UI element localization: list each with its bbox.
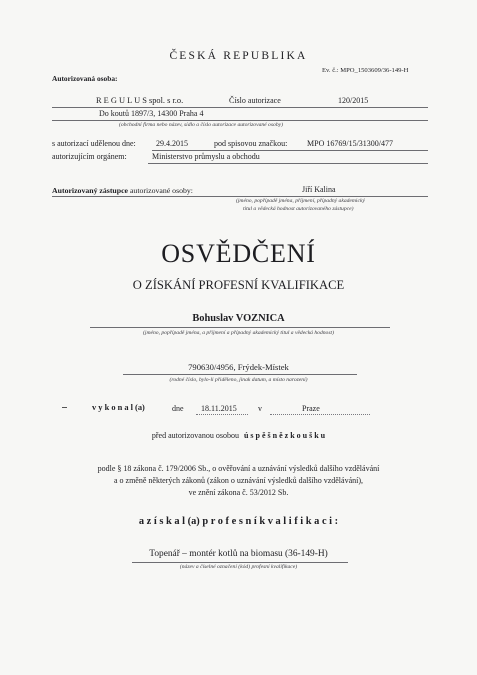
- authorized-person-label: Autorizovaná osoba:: [52, 74, 118, 83]
- exam-place-label: v: [258, 404, 262, 413]
- divider-line: [152, 150, 428, 151]
- representative-label-bold: Autorizovaný zástupce: [52, 186, 129, 195]
- representative-label: [52, 186, 193, 195]
- evidence-number: Ev. č.: MPO_1503609/36-149-H: [322, 67, 409, 74]
- qualification-heading: a z í s k a l (a) p r o f e s n í k v a l i f i k a c i :: [138, 516, 339, 527]
- representative-caption-2: titul a vědecká hodnost autorizovaného zástupce): [243, 206, 354, 212]
- authorized-person-address: Do koutů 1897/3, 14300 Praha 4: [99, 109, 204, 118]
- holder-birth-caption: (rodné číslo, bylo-li přiděleno, jinak datum, a místo narození): [169, 377, 308, 383]
- exam-date: 18.11.2015: [201, 404, 237, 413]
- dotted-line: [270, 414, 370, 415]
- law-line-1: podle § 18 zákona č. 179/2006 Sb., o ověřování a uznávání výsledků dalšího vzdělávání: [97, 464, 380, 473]
- law-line-2: a o změně některých zákonů (zákon o uznávání výsledků dalšího vzdělávání),: [113, 476, 363, 485]
- file-reference-label: pod spisovou značkou:: [214, 139, 288, 148]
- qualification-caption: (název a číselné označení (kód) profesní kvalifikace): [179, 564, 298, 570]
- file-reference: MPO 16769/15/31300/477: [307, 139, 394, 148]
- authorized-person-caption: (obchodní firma nebo název, sídlo a číslo autorizace autorizované osoby): [119, 122, 283, 128]
- exam-success: ú s p ě š n ě z k o u š k u: [243, 431, 326, 440]
- auth-number-label: Číslo autorizace: [229, 96, 281, 105]
- exam-before-label: před autorizovanou osobou: [151, 431, 239, 440]
- representative-label-rest: autorizované osoby:: [129, 186, 193, 195]
- country-heading: ČESKÁ REPUBLIKA: [169, 50, 308, 62]
- authority-label: autorizujícím orgánem:: [52, 152, 127, 161]
- divider-line: [148, 163, 428, 164]
- divider-line: [52, 120, 428, 121]
- exam-date-label: dne: [172, 404, 184, 413]
- qualification-name: Topenář – montér kotlů na biomasu (36-149-H): [149, 549, 328, 559]
- holder-birth: 790630/4956, Frýdek-Místek: [188, 362, 289, 372]
- authorization-date-label: s autorizací udělenou dne:: [52, 139, 136, 148]
- scan-mark: [62, 407, 67, 408]
- representative-name: Jiří Kalina: [302, 185, 336, 194]
- divider-line: [132, 562, 348, 563]
- representative-caption-1: (jméno, popřípadě jména, příjmení, případný akademický: [236, 198, 365, 204]
- exam-before-text: [0, 431, 477, 440]
- exam-performed: v y k o n a l (a): [92, 403, 145, 412]
- holder-name-caption: (jméno, popřípadě jména, a příjmení a případný akademický titul a vědecká hodnost): [143, 330, 334, 336]
- law-line-3: ve znění zákona č. 53/2012 Sb.: [188, 488, 289, 497]
- certificate-title: OSVĚDČENÍ: [161, 239, 316, 268]
- authorized-person-name: R E G U L U S spol. s r.o.: [96, 96, 184, 105]
- auth-number: 120/2015: [338, 96, 369, 105]
- authority-name: Ministerstvo průmyslu a obchodu: [152, 152, 260, 161]
- dotted-line: [196, 414, 248, 415]
- certificate-subtitle: O ZÍSKÁNÍ PROFESNÍ KVALIFIKACE: [132, 278, 345, 292]
- exam-place: Praze: [302, 404, 320, 413]
- divider-line: [52, 107, 428, 108]
- divider-line: [123, 374, 357, 375]
- divider-line: [52, 196, 428, 197]
- holder-name: Bohuslav VOZNICA: [192, 313, 285, 324]
- authorization-date: 29.4.2015: [156, 139, 188, 148]
- divider-line: [90, 327, 390, 328]
